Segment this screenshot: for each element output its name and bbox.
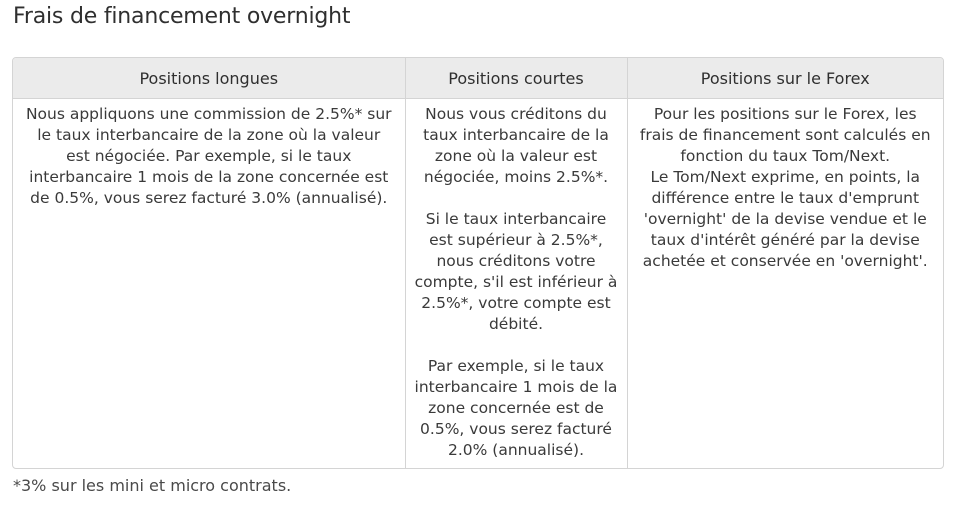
longues-text: Nous appliquons une commission de 2.5%* sur le taux interbancaire de la zone où la valeur est négociée. Par exemple, si le taux interbancaire 1 mois de la zone concernée est de 0.5%, vous serez facturé 3.0% (annualisé). bbox=[25, 105, 392, 207]
forex-text-1: Pour les positions sur le Forex, les frais de financement sont calculés en fonction du taux Tom/Next. bbox=[639, 105, 931, 165]
table-header-row bbox=[13, 58, 943, 99]
page-title: Frais de financement overnight bbox=[13, 4, 351, 29]
footnote: *3% sur les mini et micro contrats. bbox=[13, 476, 292, 495]
courtes-text-2: Si le taux interbancaire est supérieur à 2.5%*, nous créditons votre compte, s'il est inférieur à 2.5%*, votre compte est débité. bbox=[414, 210, 618, 333]
cell-positions-forex bbox=[627, 99, 943, 469]
courtes-text-1: Nous vous créditons du taux interbancaire de la zone où la valeur est négociée, moins 2.5%*. bbox=[423, 105, 609, 186]
cell-positions-longues bbox=[13, 99, 405, 469]
financing-fees-table bbox=[12, 57, 944, 469]
header-positions-forex: Positions sur le Forex bbox=[627, 58, 943, 99]
cell-positions-courtes bbox=[405, 99, 627, 469]
forex-text-2: Le Tom/Next exprime, en points, la différence entre le taux d'emprunt 'overnight' de la devise vendue et le taux d'intérêt généré par la devise achetée et conservée en 'overnight'. bbox=[642, 168, 928, 270]
header-positions-courtes: Positions courtes bbox=[405, 58, 627, 99]
table-row bbox=[13, 99, 943, 469]
header-positions-longues: Positions longues bbox=[13, 58, 405, 99]
courtes-text-3: Par exemple, si le taux interbancaire 1 mois de la zone concernée est de 0.5%, vous serez facturé 2.0% (annualisé). bbox=[414, 357, 618, 459]
